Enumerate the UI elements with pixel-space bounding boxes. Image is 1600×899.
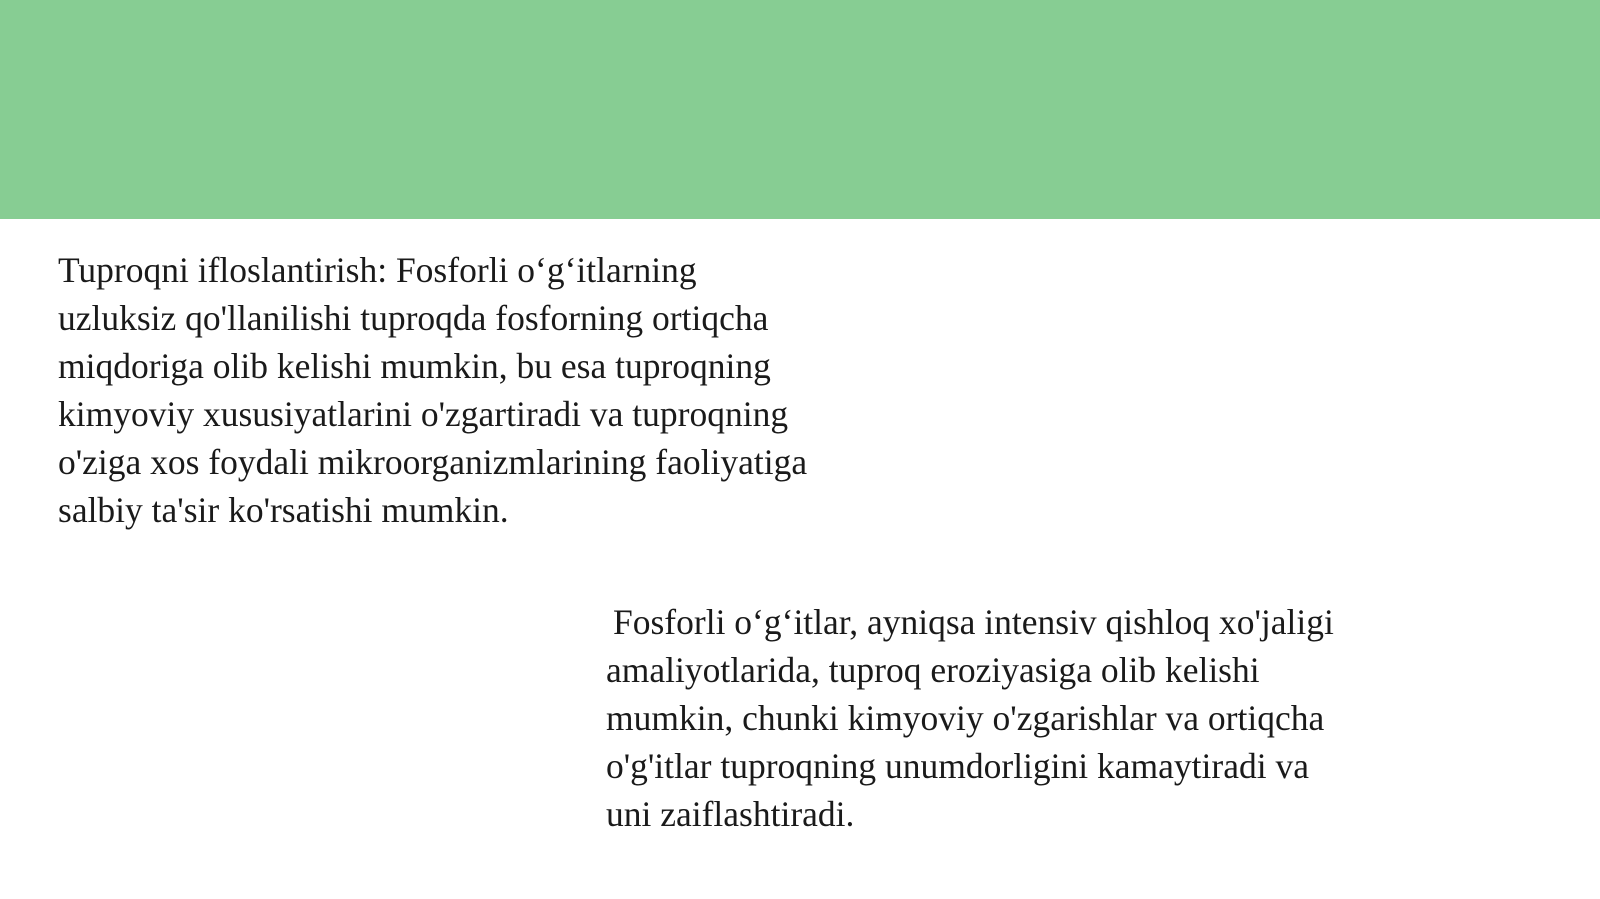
paragraph-line: uni zaiflashtiradi. xyxy=(606,794,855,834)
paragraph-line: Tuproqni ifloslantirish: Fosforli o‘g‘itlarning xyxy=(58,250,697,290)
paragraph-line: Fosforli o‘g‘itlar, ayniqsa intensiv qishloq xo'jaligi xyxy=(613,602,1334,642)
paragraph-line: kimyoviy xususiyatlarini o'zgartiradi va tuproqning xyxy=(58,394,789,434)
paragraph-line: amaliyotlarida, tuproq eroziyasiga olib kelishi xyxy=(606,650,1260,690)
paragraph-soil-erosion xyxy=(606,598,1456,838)
paragraph-line: o'g'itlar tuproqning unumdorligini kamaytiradi va xyxy=(606,746,1309,786)
paragraph-line: salbiy ta'sir ko'rsatishi mumkin. xyxy=(58,490,509,530)
paragraph-soil-pollution xyxy=(58,246,918,534)
paragraph-line: miqdoriga olib kelishi mumkin, bu esa tuproqning xyxy=(58,346,771,386)
paragraph-line: uzluksiz qo'llanilishi tuproqda fosforning ortiqcha xyxy=(58,298,769,338)
header-band xyxy=(0,0,1600,219)
paragraph-line: o'ziga xos foydali mikroorganizmlarining faoliyatiga xyxy=(58,442,808,482)
paragraph-line: mumkin, chunki kimyoviy o'zgarishlar va ortiqcha xyxy=(606,698,1325,738)
